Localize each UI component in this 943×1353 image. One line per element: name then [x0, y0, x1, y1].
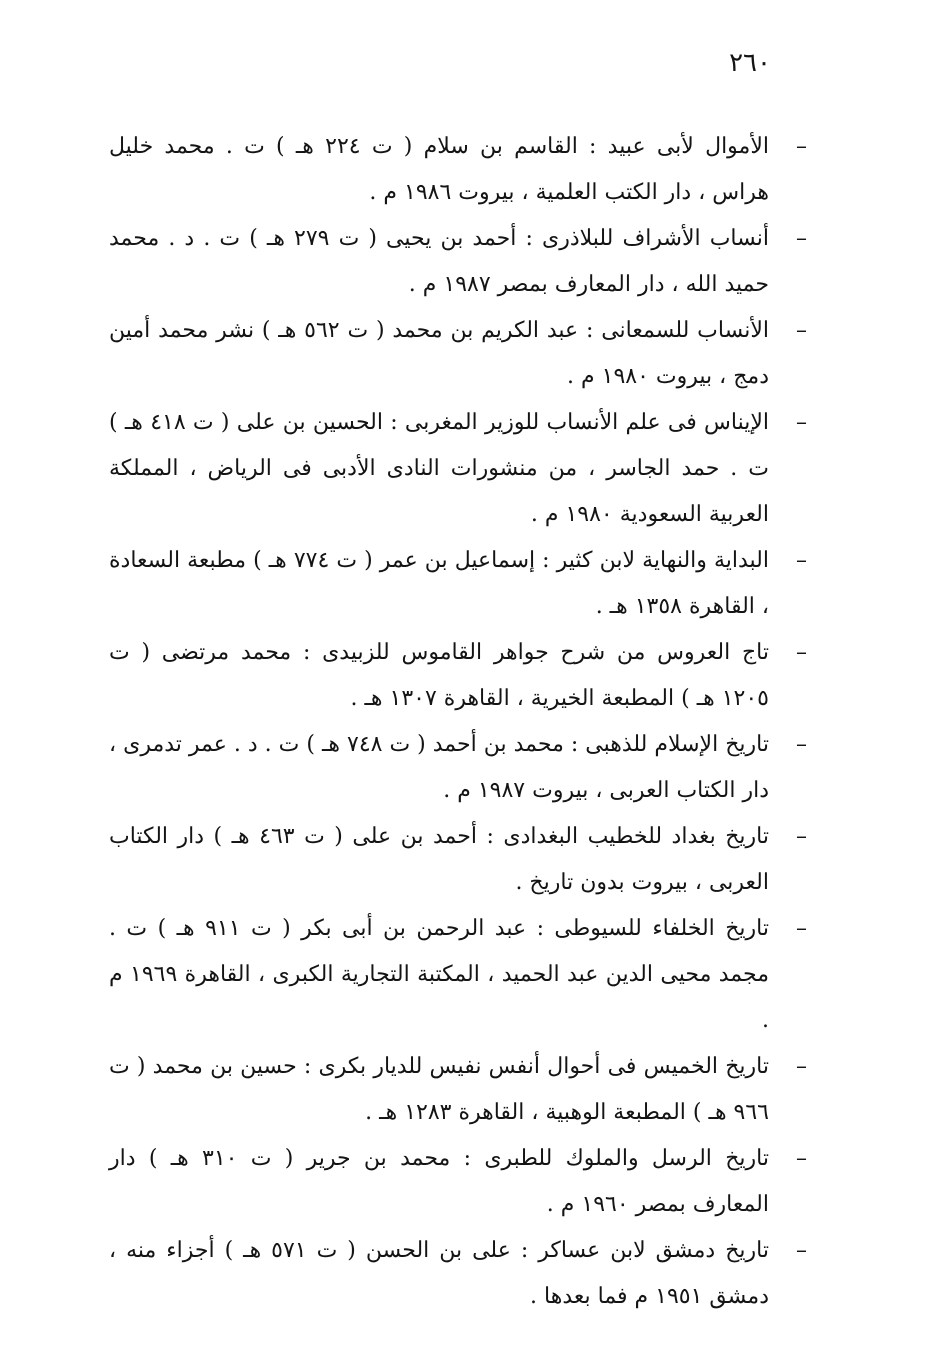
bibliography-entry: [109, 630, 807, 722]
entry-text: أنساب الأشراف للبلاذرى : أحمد بن يحيى ( ت ٢٧٩ هـ ) ت . د . محمد حميد الله ، دار المعارف بمصر ١٩٨٧ م .: [109, 226, 769, 297]
entry-dash: –: [796, 824, 807, 849]
entry-text: الإيناس فى علم الأنساب للوزير المغربى : الحسين بن على ( ت ٤١٨ هـ ) ت . حمد الجاسر ، من منشورات النادى الأدبى فى الرياض ، المملكة العربية السعودية ١٩٨٠ م .: [109, 410, 769, 527]
entry-dash: –: [796, 916, 807, 941]
entry-dash: –: [796, 226, 807, 251]
entry-dash: –: [796, 318, 807, 343]
bibliography-entry: [109, 216, 807, 308]
bibliography-entry: [109, 814, 807, 906]
entry-text: تاريخ الخميس فى أحوال أنفس نفيس للديار بكرى : حسين بن محمد ( ت ٩٦٦ هـ ) المطبعة الوهبية ، القاهرة ١٢٨٣ هـ .: [109, 1054, 769, 1125]
bibliography-entry: [109, 722, 807, 814]
entry-text: الأموال لأبى عبيد : القاسم بن سلام ( ت ٢٢٤ هـ ) ت . محمد خليل هراس ، دار الكتب العلمية ، بيروت ١٩٨٦ م .: [109, 134, 769, 205]
entry-dash: –: [796, 1146, 807, 1171]
bibliography-entry: [109, 906, 807, 1044]
bibliography-entry: [109, 538, 807, 630]
entry-text: البداية والنهاية لابن كثير : إسماعيل بن عمر ( ت ٧٧٤ هـ ) مطبعة السعادة ، القاهرة ١٣٥٨ هـ .: [109, 548, 769, 619]
bibliography-entry: [109, 308, 807, 400]
bibliography-entry: [109, 1228, 807, 1320]
bibliography-entry: [109, 124, 807, 216]
entry-dash: –: [796, 548, 807, 573]
entry-text: تاريخ دمشق لابن عساكر : على بن الحسن ( ت ٥٧١ هـ ) أجزاء منه ، دمشق ١٩٥١ م فما بعدها .: [109, 1238, 769, 1309]
entry-dash: –: [796, 134, 807, 159]
entry-dash: –: [796, 410, 807, 435]
entry-text: تاج العروس من شرح جواهر القاموس للزبيدى : محمد مرتضى ( ت ١٢٠٥ هـ ) المطبعة الخيرية ، القاهرة ١٣٠٧ هـ .: [109, 640, 769, 711]
entry-dash: –: [796, 732, 807, 757]
bibliography-list: [109, 124, 807, 1320]
bibliography-entry: [109, 1044, 807, 1136]
bibliography-entry: [109, 400, 807, 538]
page-number: ٢٦٠: [729, 48, 771, 78]
entry-dash: –: [796, 1238, 807, 1263]
entry-text: الأنساب للسمعانى : عبد الكريم بن محمد ( ت ٥٦٢ هـ ) نشر محمد أمين دمج ، بيروت ١٩٨٠ م .: [109, 318, 769, 389]
entry-dash: –: [796, 640, 807, 665]
entry-text: تاريخ الإسلام للذهبى : محمد بن أحمد ( ت ٧٤٨ هـ ) ت . د . عمر تدمرى ، دار الكتاب العربى ، بيروت ١٩٨٧ م .: [109, 732, 769, 803]
entry-text: تاريخ الخلفاء للسيوطى : عبد الرحمن بن أبى بكر ( ت ٩١١ هـ ) ت . مجمد محيى الدين عبد الحميد ، المكتبة التجارية الكبرى ، القاهرة ١٩٦٩ م .: [109, 916, 770, 1033]
entry-text: تاريخ الرسل والملوك للطبرى : محمد بن جرير ( ت ٣١٠ هـ ) دار المعارف بمصر ١٩٦٠ م .: [109, 1146, 769, 1217]
entry-text: تاريخ بغداد للخطيب البغدادى : أحمد بن على ( ت ٤٦٣ هـ ) دار الكتاب العربى ، بيروت بدون تاريخ .: [109, 824, 770, 895]
entry-dash: –: [796, 1054, 807, 1079]
bibliography-entry: [109, 1136, 807, 1228]
